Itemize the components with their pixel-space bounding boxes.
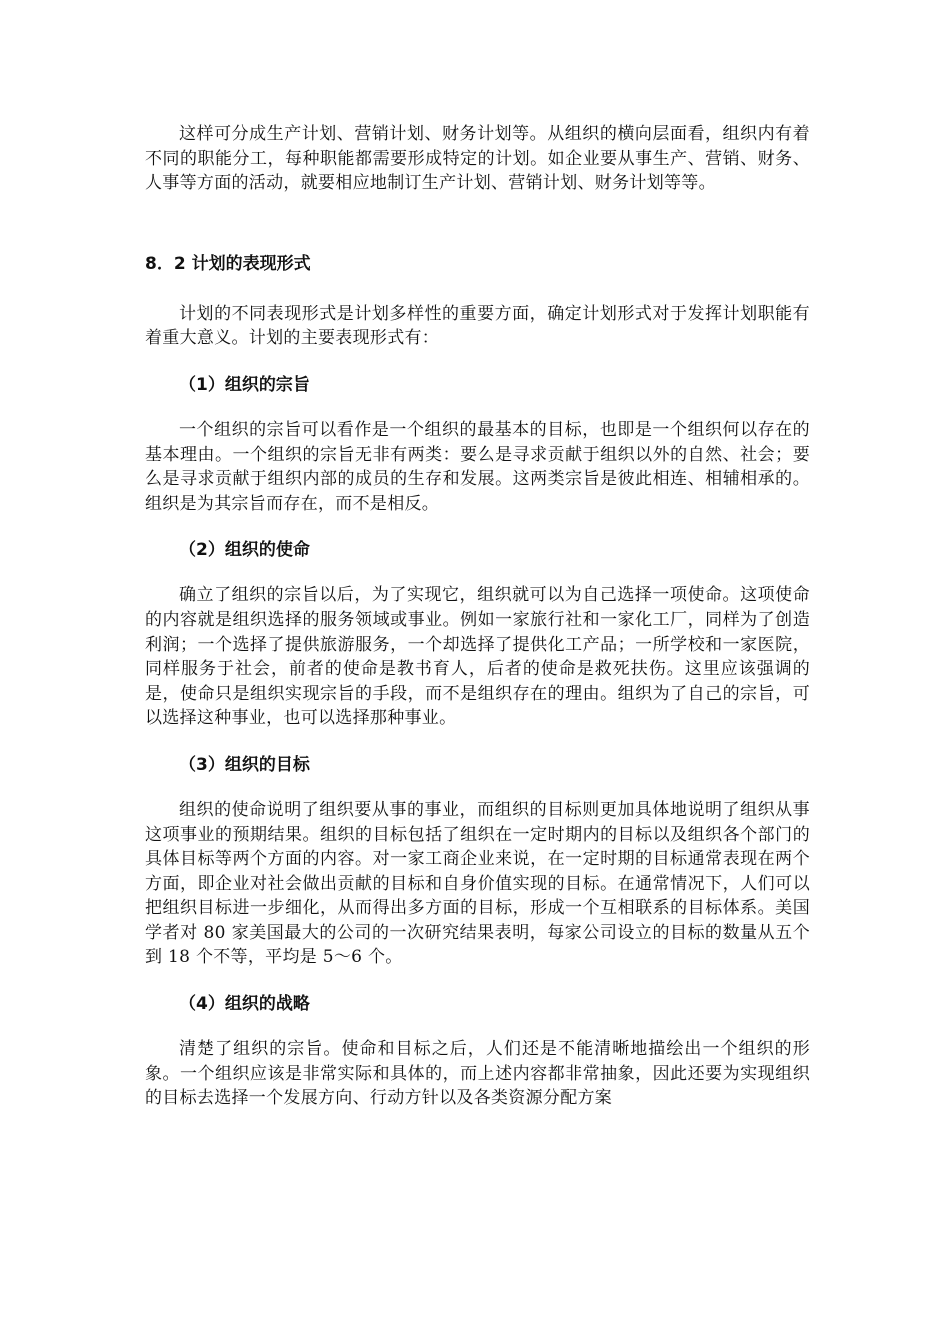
paragraph-purpose: 一个组织的宗旨可以看作是一个组织的最基本的目标，也即是一个组织何以存在的基本理由。一个组织的宗旨无非有两类：要么是寻求贡献于组织以外的自然、社会；要么是寻求贡献于组织内部的成员的生存和发展。这两类宗旨是彼此相连、相辅相承的。组织是为其宗旨而存在，而不是相反。	[145, 419, 810, 514]
subheading-purpose: （1）组织的宗旨	[179, 374, 310, 395]
paragraph-strategy: 清楚了组织的宗旨。使命和目标之后，人们还是不能清晰地描绘出一个组织的形象。一个组织应该是非常实际和具体的，而上述内容都非常抽象，因此还要为实现组织的目标去选择一个发展方向、行动方针以及各类资源分配方案	[145, 1039, 810, 1109]
paragraph-intro: 这样可分成生产计划、营销计划、财务计划等。从组织的横向层面看，组织内有着不同的职能分工，每种职能都需要形成特定的计划。如企业要从事生产、营销、财务、人事等方面的活动，就要相应地制订生产计划、营销计划、财务计划等等。	[145, 124, 810, 194]
subheading-mission: （2）组织的使命	[179, 540, 310, 561]
paragraph-mission: 确立了组织的宗旨以后，为了实现它，组织就可以为自己选择一项使命。这项使命的内容就是组织选择的服务领域或事业。例如一家旅行社和一家化工厂，同样为了创造利润；一个选择了提供旅游服务，一个却选择了提供化工产品；一所学校和一家医院，同样服务于社会，前者的使命是教书育人，后者的使命是救死扶伤。这里应该强调的是，使命只是组织实现宗旨的手段，而不是组织存在的理由。组织为了自己的宗旨，可以选择这种事业，也可以选择那种事业。	[145, 585, 810, 729]
subheading-strategy: （4）组织的战略	[179, 994, 310, 1015]
document-page	[145, 122, 810, 1111]
subheading-objectives: （3）组织的目标	[179, 754, 310, 775]
paragraph-section-intro: 计划的不同表现形式是计划多样性的重要方面，确定计划形式对于发挥计划职能有着重大意义。计划的主要表现形式有：	[145, 303, 810, 349]
section-heading: 8．2 计划的表现形式	[145, 253, 311, 274]
paragraph-objectives: 组织的使命说明了组织要从事的事业，而组织的目标则更加具体地说明了组织从事这项事业的预期结果。组织的目标包括了组织在一定时期内的目标以及组织各个部门的具体目标等两个方面的内容。对一家工商企业来说，在一定时期的目标通常表现在两个方面，即企业对社会做出贡献的目标和自身价值实现的目标。在通常情况下，人们可以把组织目标进一步细化，从而得出多方面的目标，形成一个互相联系的目标体系。美国学者对 80 家美国最大的公司的一次研究结果表明，每家公司设立的目标的数量从五个到 18 个不等，平均是 5～6 个。	[145, 799, 810, 968]
